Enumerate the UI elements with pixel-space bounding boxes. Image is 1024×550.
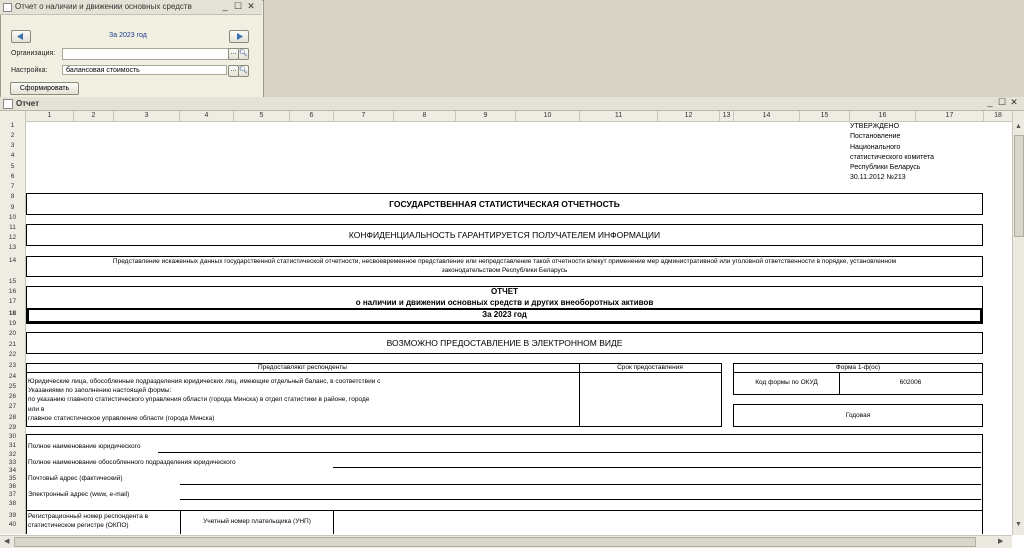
row-number[interactable]: 34 xyxy=(8,467,17,474)
report-titlebar xyxy=(0,97,1024,111)
setting-label: Настройка: xyxy=(11,67,48,74)
reg-number-label xyxy=(28,512,148,530)
row-number[interactable]: 36 xyxy=(8,483,17,490)
setting-input[interactable] xyxy=(62,65,227,75)
close-icon[interactable]: ✕ xyxy=(247,1,255,11)
respondents-line: Юридические лица, обособленные подразделения юридических лиц, имеющие отдельный баланс, в соответствии с xyxy=(28,378,381,385)
approval-line: Постановление xyxy=(850,133,901,141)
row-number[interactable]: 9 xyxy=(10,204,15,211)
row-number[interactable]: 26 xyxy=(8,393,17,400)
reg-label-line: Регистрационный номер респондента в xyxy=(28,513,149,520)
respondents-header: Предоставляют респонденты xyxy=(258,364,347,371)
row-number[interactable]: 8 xyxy=(10,193,15,200)
row-number[interactable]: 30 xyxy=(8,433,17,440)
arrow-left-icon xyxy=(12,31,30,42)
col-header[interactable]: 8 xyxy=(394,111,456,121)
row-number[interactable]: 40 xyxy=(8,521,17,528)
col-header[interactable]: 11 xyxy=(580,111,658,121)
approval-line: Республики Беларусь xyxy=(850,164,921,172)
row-number[interactable]: 28 xyxy=(8,414,17,421)
row-number[interactable]: 7 xyxy=(10,183,15,190)
warning-block xyxy=(26,256,983,277)
col-header[interactable]: 2 xyxy=(74,111,114,121)
dialog-titlebar xyxy=(0,0,262,15)
respondents-line: главное статистическое управление области (города Минска) xyxy=(28,414,215,422)
okud-value[interactable]: 602006 xyxy=(899,379,922,386)
periodicity: Годовая xyxy=(733,404,983,427)
approval-line: УТВЕРЖДЕНО xyxy=(850,123,900,130)
org-input[interactable] xyxy=(62,48,229,60)
respondents-col-divider xyxy=(579,363,580,426)
form-code-divider xyxy=(733,372,983,373)
row-number[interactable]: 31 xyxy=(8,442,17,449)
form-header: Форма 1-ф(ос) xyxy=(835,364,881,371)
row-number[interactable]: 13 xyxy=(8,244,17,251)
corner-cell xyxy=(0,111,26,121)
row-number[interactable]: 39 xyxy=(8,512,17,519)
row-number[interactable]: 12 xyxy=(8,234,17,241)
org-search-icon[interactable]: 🔍︎ xyxy=(238,48,249,60)
period-prev-button[interactable] xyxy=(11,30,31,43)
row-number[interactable]: 23 xyxy=(8,362,17,369)
okud-label: Код формы по ОКУД xyxy=(755,379,818,386)
vertical-scrollbar[interactable] xyxy=(1012,111,1024,535)
column-header xyxy=(0,111,1012,122)
ids-divider-2 xyxy=(333,510,334,534)
row-header xyxy=(0,121,26,534)
respondents-line: или в xyxy=(28,405,45,413)
full-name-label: Полное наименование юридического xyxy=(28,443,141,450)
unp-label: Учетный номер плательщика (УНП) xyxy=(203,518,311,525)
reg-label-line: статистическом регистре (ОКПО) xyxy=(28,522,129,529)
scroll-left-icon[interactable]: ◀ xyxy=(4,538,10,545)
col-header[interactable]: 3 xyxy=(114,111,180,121)
deadline-header: Срок предоставления xyxy=(617,364,683,371)
row-number[interactable]: 14 xyxy=(8,257,17,264)
scroll-down-icon[interactable]: ▼ xyxy=(1015,521,1022,528)
report-minimize-icon[interactable]: _ xyxy=(987,97,993,107)
row-number[interactable]: 35 xyxy=(8,475,17,482)
row-number[interactable]: 22 xyxy=(8,351,17,358)
confidential-heading: КОНФИДЕНЦИАЛЬНОСТЬ ГАРАНТИРУЕТСЯ ПОЛУЧАТЕЛЕМ ИНФОРМАЦИИ xyxy=(26,224,983,246)
report-maximize-icon[interactable]: ☐ xyxy=(997,97,1007,107)
row-number[interactable]: 1 xyxy=(10,122,15,129)
col-header[interactable]: 15 xyxy=(800,111,850,121)
branch-name-line[interactable] xyxy=(333,467,981,468)
row-number[interactable]: 16 xyxy=(8,288,17,295)
row-number[interactable]: 32 xyxy=(8,451,17,458)
period-label[interactable]: За 2023 год xyxy=(109,32,147,39)
respondents-divider xyxy=(26,372,722,373)
col-header[interactable]: 6 xyxy=(290,111,334,121)
col-header[interactable]: 1 xyxy=(26,111,74,121)
col-header[interactable]: 14 xyxy=(734,111,800,121)
approval-line: 30.11.2012 №213 xyxy=(850,174,906,182)
arrow-right-icon xyxy=(230,31,248,42)
col-header[interactable]: 12 xyxy=(658,111,720,121)
postal-label: Почтовый адрес (фактический) xyxy=(28,475,123,482)
row-number[interactable]: 6 xyxy=(10,173,15,180)
report-heading: ОТЧЕТ xyxy=(491,287,518,296)
row-number[interactable]: 25 xyxy=(8,383,17,390)
electronic-heading: ВОЗМОЖНО ПРЕДОСТАВЛЕНИЕ В ЭЛЕКТРОННОМ ВИДЕ xyxy=(26,332,983,354)
email-label: Электронный адрес (www, e-mail) xyxy=(28,491,130,498)
minimize-icon[interactable]: _ xyxy=(222,1,228,11)
col-header[interactable]: 18 xyxy=(994,112,1002,119)
generate-button[interactable]: Сформировать xyxy=(10,82,79,95)
full-name-line[interactable] xyxy=(158,452,981,453)
row-number[interactable]: 19 xyxy=(8,320,17,327)
col-header[interactable]: 10 xyxy=(516,111,580,121)
row-number[interactable]: 4 xyxy=(10,152,15,159)
setting-select-button[interactable]: ... xyxy=(228,65,239,77)
row-number[interactable]: 5 xyxy=(10,163,15,170)
dialog-title: Отчет о наличии и движении основных средств xyxy=(15,2,192,11)
row-number[interactable]: 24 xyxy=(8,373,17,380)
row-number[interactable]: 17 xyxy=(8,298,17,305)
row-number[interactable]: 27 xyxy=(8,403,17,410)
row-number[interactable]: 10 xyxy=(8,214,17,221)
col-header[interactable]: 16 xyxy=(850,111,916,121)
scroll-up-icon[interactable]: ▲ xyxy=(1015,123,1022,130)
row-number[interactable]: 20 xyxy=(8,330,17,337)
col-header[interactable]: 13 xyxy=(720,111,734,121)
org-select-button[interactable]: ... xyxy=(228,48,239,60)
horizontal-scrollbar[interactable] xyxy=(0,535,1012,548)
col-header[interactable]: 17 xyxy=(916,111,984,121)
col-header[interactable]: 5 xyxy=(234,111,290,121)
report-close-icon[interactable]: ✕ xyxy=(1010,97,1018,107)
row-number[interactable]: 18 xyxy=(8,310,17,317)
ids-top-line xyxy=(26,510,983,511)
branch-name-label: Полное наименование обособленного подразделения юридического xyxy=(28,459,236,466)
maximize-icon[interactable]: ☐ xyxy=(233,1,243,11)
report-subheading: о наличии и движении основных средств и других внеоборотных активов xyxy=(355,297,654,307)
row-number[interactable]: 3 xyxy=(10,142,15,149)
col-header[interactable]: 4 xyxy=(180,111,234,121)
warning-line: Представление искаженных данных государственной статистической отчетности, несвоевременное представление или непредставление такой отчетности влекут применение мер административной или уголовной ответственности в порядке, установленном xyxy=(112,258,897,265)
email-line[interactable] xyxy=(180,499,981,500)
horizontal-scroll-thumb[interactable] xyxy=(14,537,976,547)
respondents-line: Указаниями по заполнению настоящей формы: xyxy=(28,387,172,395)
row-number[interactable]: 29 xyxy=(8,424,17,431)
report-icon xyxy=(3,99,13,109)
report-title-block xyxy=(26,286,983,324)
warning-line: законодательством Республики Беларусь xyxy=(441,267,568,274)
gov-stat-heading: ГОСУДАРСТВЕННАЯ СТАТИСТИЧЕСКАЯ ОТЧЕТНОСТЬ xyxy=(26,193,983,215)
row-number[interactable]: 21 xyxy=(8,341,17,348)
row-number[interactable]: 33 xyxy=(8,459,17,466)
col-header[interactable]: 7 xyxy=(334,111,394,121)
report-title: Отчет xyxy=(16,99,40,108)
respondents-text xyxy=(28,377,380,423)
org-label: Организация: xyxy=(11,50,56,57)
approval-line: Национального xyxy=(850,143,901,151)
respondents-line: по указанию главного статистического управления области (города Минска) в отдел статистики в районе, городе xyxy=(28,396,370,404)
report-period[interactable]: За 2023 год xyxy=(27,308,982,323)
document-icon xyxy=(3,3,12,12)
col-header[interactable]: 9 xyxy=(456,111,516,121)
period-next-button[interactable] xyxy=(229,30,249,43)
row-number[interactable]: 2 xyxy=(10,132,15,139)
vertical-scroll-thumb[interactable] xyxy=(1014,135,1024,237)
scroll-right-icon[interactable]: ▶ xyxy=(998,538,1004,545)
row-number[interactable]: 37 xyxy=(8,491,17,498)
row-number[interactable]: 38 xyxy=(8,500,17,507)
approval-line: статистического комитета xyxy=(850,153,934,161)
setting-search-icon[interactable]: 🔍︎ xyxy=(238,65,249,77)
postal-line[interactable] xyxy=(180,484,981,485)
setting-value: балансовая стоимость xyxy=(66,67,140,74)
row-number[interactable]: 15 xyxy=(8,278,17,285)
approval-stamp xyxy=(850,122,934,184)
row-number[interactable]: 11 xyxy=(9,224,16,231)
